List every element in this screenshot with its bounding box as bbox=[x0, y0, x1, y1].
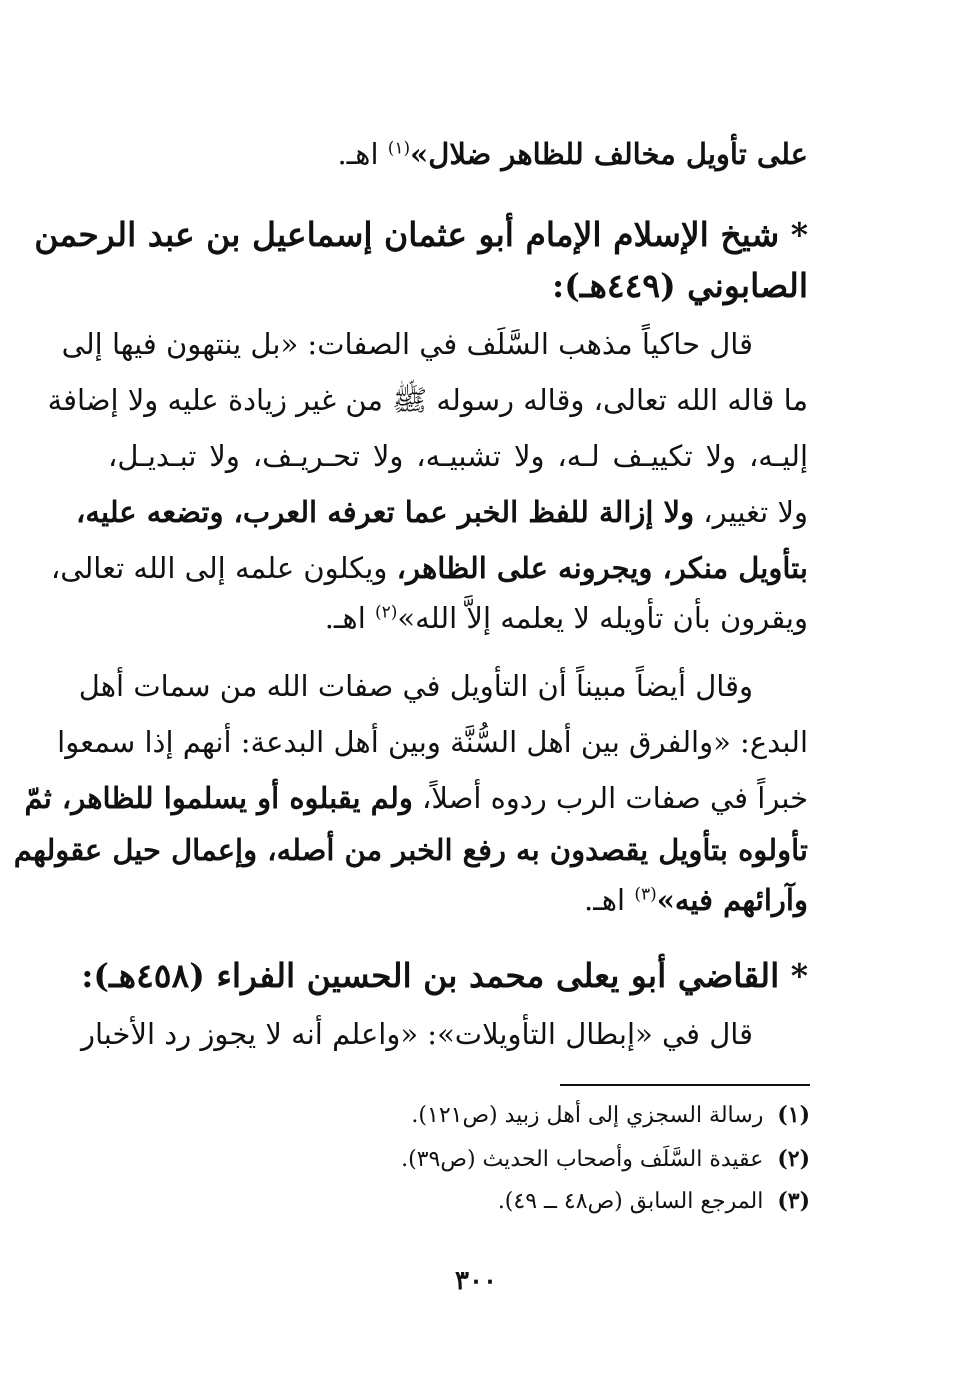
bold-text: ولم يقبلوه أو يسلموا للظاهر، ثمّ bbox=[24, 781, 413, 815]
footnote-number: (١) bbox=[777, 1102, 810, 1128]
paragraph-1-line-2: ما قاله الله تعالى، وقاله رسوله ﷺ من غير زيادة عليه ولا إضافة bbox=[47, 383, 808, 417]
footnote-1 bbox=[300, 1100, 810, 1134]
footnote-separator bbox=[560, 1084, 810, 1086]
footnote-2 bbox=[300, 1144, 810, 1178]
paragraph-2-line-2: البدع: «والفرق بين أهل السُّنَّة وبين أهل البدعة: أنهم إذا سمعوا bbox=[57, 725, 808, 759]
section-heading-abu-yala: * القاضي أبو يعلى محمد بن الحسين الفراء (٤٥٨هـ): bbox=[81, 956, 808, 995]
end-mark: اهـ. bbox=[324, 601, 375, 635]
text-line-continuation bbox=[108, 134, 808, 178]
paragraph-1-line-3: إليـه، ولا تكييـف لـه، ولا تشبيـه، ولا تحـريـف، ولا تبـديـل، bbox=[108, 439, 808, 473]
bold-text: وآرائهم فيه» bbox=[656, 883, 808, 917]
page-number: ٣٠٠ bbox=[455, 1266, 497, 1296]
continuation-text: على تأويل مخالف للظاهر ضلال» bbox=[410, 137, 808, 171]
paragraph-1-line-5 bbox=[50, 548, 808, 592]
end-mark: اهـ. bbox=[337, 137, 388, 171]
paragraph-1-line-1: قال حاكياً مذهب السَّلَف في الصفات: «بل ينتهون فيها إلى bbox=[61, 327, 753, 361]
footnote-text: المرجع السابق (ص٤٨ ــ ٤٩). bbox=[497, 1189, 764, 1214]
paragraph-2-line-1: وقال أيضاً مبيناً أن التأويل في صفات الله من سمات أهل bbox=[78, 669, 753, 703]
footnote-number: (٣) bbox=[777, 1188, 810, 1214]
plain-text: ويكلون علمه إلى الله تعالى، bbox=[50, 551, 397, 585]
footnote-3 bbox=[300, 1186, 810, 1220]
section-heading-sabuni-line1: * شيخ الإسلام الإمام أبو عثمان إسماعيل بن عبد الرحمن bbox=[34, 215, 808, 254]
quote-end-text: ويقرون بأن تأويله لا يعلمه إلاَّ الله» bbox=[397, 601, 808, 635]
paragraph-1-line-4 bbox=[76, 492, 808, 536]
end-mark: اهـ. bbox=[584, 883, 635, 917]
paragraph-2-line-5 bbox=[108, 880, 808, 924]
paragraph-1-line-6 bbox=[108, 598, 808, 642]
footnote-text: رسالة السجزي إلى أهل زبيد (ص١٢١). bbox=[411, 1103, 764, 1128]
plain-text: ولا تغيير، bbox=[694, 495, 808, 529]
footnote-ref-2: (٢) bbox=[374, 602, 398, 623]
footnote-text: عقيدة السَّلَف وأصحاب الحديث (ص٣٩). bbox=[401, 1147, 764, 1172]
paragraph-2-line-4: تأولوه بتأويل يقصدون به رفع الخبر من أصله، وإعمال حيل عقولهم bbox=[13, 833, 808, 867]
footnote-ref-1: (١) bbox=[387, 138, 411, 159]
paragraph-3-line-1: قال في «إبطال التأويلات»: «واعلم أنه لا يجوز رد الأخبار bbox=[80, 1017, 753, 1051]
section-heading-sabuni-line2: الصابوني (٤٤٩هـ): bbox=[552, 266, 808, 305]
bold-text: بتأويل منكر، ويجرونه على الظاهر، bbox=[396, 551, 808, 585]
footnote-number: (٢) bbox=[777, 1146, 810, 1172]
plain-text: خبراً في صفات الرب ردوه أصلاً، bbox=[412, 781, 808, 815]
bold-text: ولا إزالة للفظ الخبر عما تعرفه العرب، وتضعه عليه، bbox=[76, 495, 695, 529]
paragraph-2-line-3 bbox=[24, 778, 808, 822]
footnote-ref-3: (٣) bbox=[634, 884, 657, 905]
